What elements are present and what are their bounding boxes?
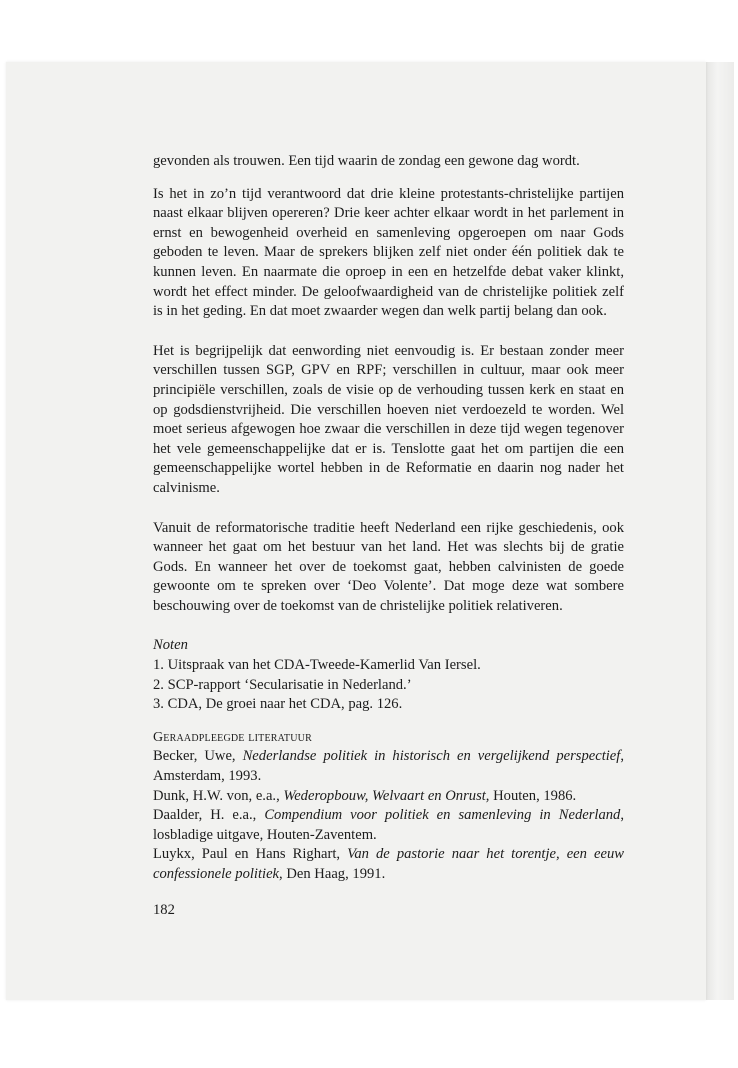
paragraph-1: gevonden als trouwen. Een tijd waarin de zondag een gewone dag wordt. xyxy=(153,153,580,169)
reference-item xyxy=(153,787,624,807)
note-item: 2. SCP-rapport ‘Secularisatie in Nederland.’ xyxy=(153,676,412,693)
notes-list xyxy=(153,656,624,715)
notes-heading: Noten xyxy=(153,637,188,654)
reference-details: , Den Haag, 1991. xyxy=(279,866,386,882)
reference-item xyxy=(153,747,624,786)
reference-author: Becker, Uwe, xyxy=(153,748,243,765)
reference-author: Daalder, H. e.a., xyxy=(153,807,265,824)
reference-title: Van de pastorie naar het torentje, een eeuw confessionele politiek xyxy=(153,846,624,882)
page-number: 182 xyxy=(153,902,175,918)
note-item: 3. CDA, De groei naar het CDA, pag. 126. xyxy=(153,696,403,713)
reference-author: Dunk, H.W. von, e.a., xyxy=(153,787,284,804)
reference-details: , Amsterdam, 1993. xyxy=(153,748,624,785)
reference-details: , losbladige uitgave, Houten-Zaventem. xyxy=(153,807,624,843)
reference-item xyxy=(153,806,624,845)
literature-heading: Geraadpleegde literatuur xyxy=(153,729,312,745)
paragraph-2: Is het in zo’n tijd verantwoord dat drie kleine protestants-christelijke partijen naast elkaar blijven opereren? Drie keer achter elkaar wordt in het parlement in ernst en bewogenheid overheid en samenleving opgeroepen om naar Gods geboden te leven. Maar de sprekers blijken zelf niet onder één politiek dak te kunnen leven. En naarmate die oproep in een en hetzelfde debat vaker klinkt, wordt het effect minder. De geloofwaardigheid van de christelijke politiek zelf is in het geding. En dat moet zwaarder wegen dan welk partij belang dan ook. xyxy=(153,185,624,320)
paragraph-4: Vanuit de reformatorische traditie heeft Nederland een rijke geschiedenis, ook wanneer het gaat om het bestuur van het land. Het was slechts bij de gratie Gods. En wanneer het over de toekomst gaat, hebben calvinisten de goede gewoonte om te spreken over ‘Deo Volente’. Dat moge deze wat sombere beschouwing over de toekomst van de christelijke politiek relativeren. xyxy=(153,519,624,614)
paragraph-3: Het is begrijpelijk dat eenwording niet eenvoudig is. Er bestaan zonder meer verschillen tussen SGP, GPV en RPF; verschillen in cultuur, maar ook meer principiële verschillen, zoals de visie op de verhouding tussen kerk en staat en op godsdienstvrijheid. Die verschillen hoeven niet verdoezeld te worden. Wel moet serieus afgewogen hoe zwaar die verschillen in deze tijd wegen tegenover het vele gemeenschappelijke dat er is. Tenslotte gaat het om partijen die een gemeenschappelijke wortel hebben in de Reformatie en daarin nog nader het calvinisme. xyxy=(153,342,624,496)
page-edge xyxy=(706,62,734,1000)
note-item: 1. Uitspraak van het CDA-Tweede-Kamerlid Van Iersel. xyxy=(153,657,481,674)
reference-item xyxy=(153,845,624,884)
reference-title: Compendium voor politiek en samenleving in Nederland xyxy=(264,807,621,824)
reference-title: Nederlandse politiek in historisch en vergelijkend perspectief xyxy=(242,748,621,765)
reference-details: Houten, 1986. xyxy=(489,787,577,804)
reference-title: Wederopbouw, Welvaart en Onrust, xyxy=(283,787,490,804)
reference-author: Luykx, Paul en Hans Righart, xyxy=(153,846,348,863)
page-body xyxy=(153,152,624,885)
